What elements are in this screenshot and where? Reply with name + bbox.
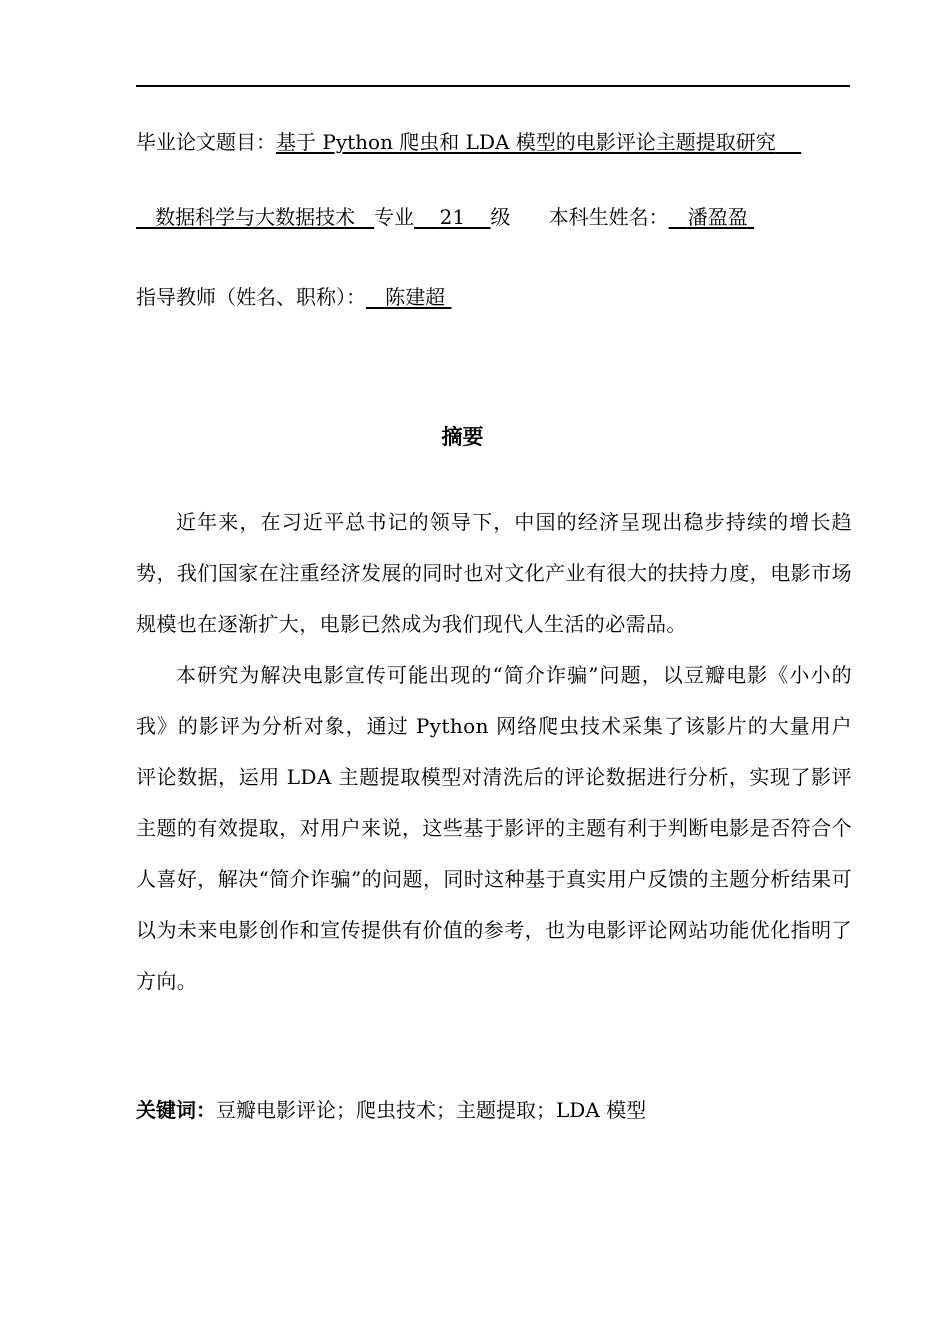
grade-field [414, 205, 490, 229]
keywords-line [136, 1095, 646, 1125]
student-name-value: 潘盈盈 [687, 205, 748, 229]
abstract-paragraph-1: 近年来，在习近平总书记的领导下，中国的经济呈现出稳步持续的增长趋势，我们国家在注重经济发展的同时也对文化产业有很大的扶持力度，电影市场规模也在逐渐扩大，电影已然成为我们现代人生活的必需品。 [136, 510, 852, 636]
abstract-body [136, 497, 852, 1007]
major-label: 专业 [374, 205, 415, 229]
thesis-title-line [136, 128, 801, 156]
student-name-label: 本科生姓名： [548, 205, 669, 229]
header-rule [136, 85, 850, 87]
advisor-line [136, 283, 451, 311]
grade-label: 级 [490, 205, 511, 229]
student-name-field [669, 205, 754, 229]
grade-value: 21 [439, 205, 466, 229]
abstract-paragraph-2: 本研究为解决电影宣传可能出现的“简介诈骗”问题，以豆瓣电影《小小的我》的影评为分析对象，通过 Python 网络爬虫技术采集了该影片的大量用户评论数据，运用 LDA 主题提取模型对清洗后的评论数据进行分析，实现了影评主题的有效提取，对用户来说，这些基于影评的主题有利于判断电影是否符合个人喜好，解决“简介诈骗”的问题，同时这种基于真实用户反馈的主题分析结果可以为未来电影创作和宣传提供有价值的参考，也为电影评论网站功能优化指明了方向。 [136, 663, 852, 993]
student-info-line [136, 203, 754, 231]
thesis-title-value: 基于 Python 爬虫和 LDA 模型的电影评论主题提取研究 [276, 130, 776, 154]
advisor-value: 陈建超 [385, 285, 446, 309]
advisor-label: 指导教师（姓名、职称）： [136, 285, 366, 309]
advisor-field [366, 285, 451, 309]
major-field [136, 205, 374, 229]
keywords-text: 豆瓣电影评论；爬虫技术；主题提取；LDA 模型 [216, 1098, 647, 1122]
thesis-title-label: 毕业论文题目： [136, 130, 276, 154]
keywords-label: 关键词： [136, 1098, 216, 1122]
abstract-heading: 摘要 [441, 425, 484, 449]
major-value: 数据科学与大数据技术 [155, 205, 356, 229]
